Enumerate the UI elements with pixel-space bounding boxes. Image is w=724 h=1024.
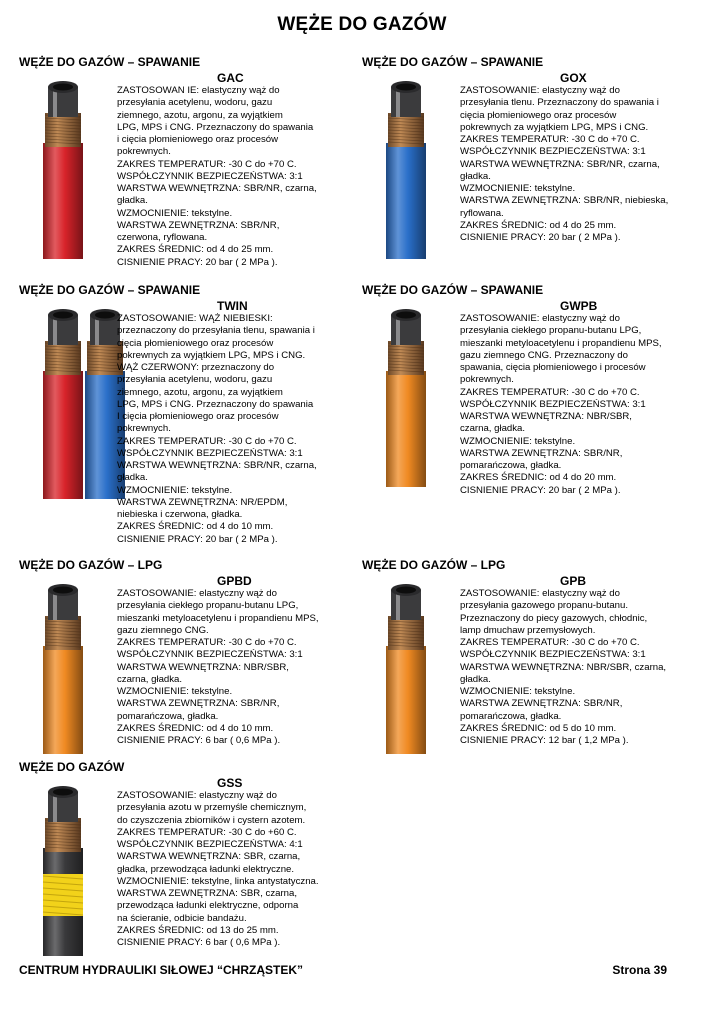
description-line: WARSTWA WEWNĘTRZNA: SBR/NR, czarna, [117,460,317,471]
hose-image [41,582,87,754]
description-line: ziemnego, azotu, argonu, za wyjątkiem [117,386,283,398]
page-title: WĘŻE DO GAZÓW [277,14,447,35]
description-line: ZASTOSOWANIE: elastyczny wąż do [460,313,620,324]
footer-company: CENTRUM HYDRAULIKI SIŁOWEJ “CHRZĄSTEK” [19,963,303,977]
description-line: pokrewnych za wyjątkiem LPG, MPS i CNG. [117,349,306,361]
product-section-gac [19,55,349,295]
description-line: ZAKRES TEMPERATUR: -30 C do +70 C. [460,637,640,648]
section-heading: WĘŻE DO GAZÓW – SPAWANIE [362,283,544,297]
description-line: ZAKRES TEMPERATUR: -30 C do +70 C. [460,386,640,398]
product-section-gpb [362,558,692,798]
product-description [460,588,692,747]
product-section-gox [362,55,692,295]
description-line: ZAKRES ŚREDNIC: od 4 do 10 mm. [117,521,274,533]
description-line: CISNIENIE PRACY: 20 bar ( 2 MPa ). [117,256,278,268]
description-line: ZAKRES TEMPERATUR: -30 C do +70 C. [117,637,297,648]
description-line: gładka. [117,472,148,484]
description-line: WARSTWA WEWNĘTRZNA: NBR/SBR, [117,661,289,673]
product-code: GOX [560,71,587,85]
description-line: LPG, MPS i CNG. Przeznaczony do spawania [117,121,314,133]
description-line: pokrewnych za wyjątkiem LPG, MPS i CNG. [460,121,649,133]
description-line: ZAKRES ŚREDNIC: od 13 do 25 mm. [117,924,279,936]
description-line: WSPÓŁCZYNNIK BEZPIECZEŃSTWA: 4:1 [117,839,303,850]
description-line: WARSTWA WEWNĘTRZNA: NBR/SBR, [460,411,632,422]
description-line: WSPÓŁCZYNNIK BEZPIECZEŃSTWA: 3:1 [117,447,303,459]
description-line: pokrewnych. [117,423,171,435]
description-line: WSPÓŁCZYNNIK BEZPIECZEŃSTWA: 3:1 [117,649,303,661]
description-line: pomarańczowa, gładka. [117,710,219,722]
description-line: przesyłania azotu w przemyśle chemicznym, [117,802,307,814]
product-code: GPBD [217,574,252,588]
description-line: ZAKRES TEMPERATUR: -30 C do +70 C. [460,134,640,145]
description-line: WARSTWA WEWNĘTRZNA: SBR/NR, czarna, [117,183,317,194]
description-line: pokrewnych. [117,146,171,158]
hose-image [384,582,430,754]
description-line: WARSTWA WEWNĘTRZNA: NBR/SBR, czarna, [460,661,667,673]
description-line: ZASTOSOWANIE: WĄŻ NIEBIESKI: [117,313,273,324]
description-line: WARSTWA ZEWNĘTRZNA: SBR/NR, [460,447,623,459]
section-heading: WĘŻE DO GAZÓW – SPAWANIE [362,55,544,69]
hose-illustration [41,307,129,504]
description-line: ZAKRES TEMPERATUR: -30 C do +60 C. [117,826,297,838]
description-line: WZMOCNIENIE: tekstylne. [460,435,576,447]
product-description [460,313,692,497]
description-line: przesyłania ciekłego propanu-butanu LPG, [460,325,642,337]
section-heading: WĘŻE DO GAZÓW – SPAWANIE [19,283,201,297]
product-description [117,313,349,546]
description-line: WZMOCNIENIE: tekstylne. [117,207,233,219]
description-line: gładka, przewodząca ładunki elektryczne. [117,863,295,875]
section-heading: WĘŻE DO GAZÓW – LPG [362,558,506,572]
description-line: WSPÓŁCZYNNIK BEZPIECZEŃSTWA: 3:1 [460,146,646,158]
description-line: mieszanki metyloacetylenu i propandienu MPS, [460,337,662,349]
description-line: ZAKRES ŚREDNIC: od 4 do 10 mm. [117,722,274,734]
description-line: gładka. [460,673,491,685]
description-line: WARSTWA ZEWNĘTRZNA: SBR, czarna, [117,888,297,899]
description-line: ZASTOSOWAN IE: elastyczny wąż do [117,85,280,96]
description-line: gazu ziemnego CNG. [117,624,209,636]
hose-illustration [41,784,87,961]
product-code: GAC [217,71,244,85]
description-line: WARSTWA ZEWNĘTRZNA: SBR/NR, [460,698,623,710]
description-line: Przeznaczony do piecy gazowych, chłodnic, [460,612,648,624]
section-heading: WĘŻE DO GAZÓW – LPG [19,558,163,572]
hose-image [41,307,129,499]
description-line: ZAKRES TEMPERATUR: -30 C do +70 C. [117,435,297,447]
description-line: WSPÓŁCZYNNIK BEZPIECZEŃSTWA: 3:1 [117,170,303,182]
description-line: WZMOCNIENIE: tekstylne. [460,183,576,194]
description-line: WARSTWA ZEWNĘTRZNA: NR/EPDM, [117,496,288,508]
description-line: CISNIENIE PRACY: 6 bar ( 0,6 MPa ). [117,735,281,746]
description-line: ryflowana. [460,207,504,219]
description-line: czarna, gładka. [117,673,183,685]
hose-image [41,784,87,956]
product-code: TWIN [217,299,248,313]
description-line: cięcia płomieniowego oraz procesów [460,109,617,121]
description-line: I cięcia płomieniowego oraz procesów [117,411,279,422]
description-line: niebieska i czerwona, gładka. [117,509,243,520]
description-line: CISNIENIE PRACY: 12 bar ( 1,2 MPa ). [460,735,629,746]
description-line: CISNIENIE PRACY: 20 bar ( 2 MPa ). [117,533,278,545]
description-line: do czyszczenia zbiorników i cystern azotem. [117,814,306,826]
description-line: lamp dmuchaw przemysłowych. [460,624,596,636]
description-line: ZASTOSOWANIE: elastyczny wąż do [460,588,620,599]
description-line: przesyłania acetylenu, wodoru, gazu [117,97,273,109]
description-line: ziemnego, azotu, argonu, za wyjątkiem [117,109,283,121]
description-line: cięcia płomieniowego oraz procesów [117,337,274,349]
description-line: ZASTOSOWANIE: elastyczny wąż do [117,790,277,801]
description-line: WARSTWA ZEWNĘTRZNA: SBR/NR, [117,698,280,710]
description-line: WZMOCNIENIE: tekstylne. [117,686,233,697]
description-line: i cięcia płomieniowego oraz procesów [117,134,279,145]
description-line: czerwona, ryflowana. [117,232,208,243]
description-line: przesyłania acetylenu, wodoru, gazu [117,374,273,386]
description-line: czarna, gładka. [460,423,526,435]
section-heading: WĘŻE DO GAZÓW [19,760,125,774]
hose-illustration [41,582,87,759]
product-description [460,85,692,244]
description-line: CISNIENIE PRACY: 6 bar ( 0,6 MPa ). [117,937,281,948]
description-line: mieszanki metyloacetylenu i propandienu MPS, [117,612,319,624]
description-line: przesyłania gazowego propanu-butanu. [460,600,629,612]
description-line: CISNIENIE PRACY: 20 bar ( 2 MPa ). [460,484,621,496]
product-code: GWPB [560,299,598,313]
description-line: WARSTWA WEWNĘTRZNA: SBR/NR, czarna, [460,158,660,170]
description-line: WZMOCNIENIE: tekstylne. [117,484,233,496]
description-line: spawania, cięcia płomieniowego i procesów [460,362,646,373]
description-line: pomarańczowa, gładka. [460,710,562,722]
description-line: przewodząca ładunki elektryczne, odporna [117,900,299,912]
product-description [117,790,349,949]
description-line: ZAKRES ŚREDNIC: od 4 do 20 mm. [460,472,617,484]
description-line: gładka. [117,195,148,207]
hose-illustration [384,79,430,264]
description-line: WARSTWA WEWNĘTRZNA: SBR, czarna, [117,851,301,863]
section-heading: WĘŻE DO GAZÓW – SPAWANIE [19,55,201,69]
hose-illustration [384,582,430,759]
description-line: przesyłania ciekłego propanu-butanu LPG, [117,600,299,612]
description-line: LPG, MPS i CNG. Przeznaczony do spawania [117,398,314,410]
footer-page-number: Strona 39 [612,963,667,977]
description-line: WĄŻ CZERWONY: przeznaczony do [117,362,275,373]
hose-illustration [41,79,87,264]
description-line: przeznaczony do przesyłania tlenu, spawania i [117,325,315,337]
description-line: WZMOCNIENIE: tekstylne, linka antystatyczna. [117,875,319,887]
product-description [117,588,349,747]
description-line: na ścieranie, odbicie bandażu. [117,912,247,924]
description-line: pokrewnych. [460,374,514,386]
description-line: WSPÓŁCZYNNIK BEZPIECZEŃSTWA: 3:1 [460,398,646,410]
description-line: WARSTWA ZEWNĘTRZNA: SBR/NR, niebieska, [460,195,669,207]
hose-image [384,307,430,487]
description-line: WARSTWA ZEWNĘTRZNA: SBR/NR, [117,219,280,231]
description-line: przesyłania tlenu. Przeznaczony do spawania i [460,97,659,109]
description-line: ZAKRES ŚREDNIC: od 5 do 10 mm. [460,722,617,734]
description-line: WSPÓŁCZYNNIK BEZPIECZEŃSTWA: 3:1 [460,649,646,661]
description-line: pomarańczowa, gładka. [460,460,562,471]
product-section-twin [19,283,349,545]
hose-illustration [384,307,430,492]
description-line: ZASTOSOWANIE: elastyczny wąż do [117,588,277,599]
description-line: gładka. [460,170,491,182]
product-code: GPB [560,574,587,588]
description-line: CISNIENIE PRACY: 20 bar ( 2 MPa ). [460,232,621,243]
product-section-gwpb [362,283,692,523]
product-description [117,85,349,269]
hose-image [41,79,87,259]
description-line: WZMOCNIENIE: tekstylne. [460,686,576,697]
hose-image [384,79,430,259]
description-line: ZAKRES ŚREDNIC: od 4 do 25 mm. [117,244,274,256]
description-line: ZASTOSOWANIE: elastyczny wąż do [460,85,620,96]
description-line: gazu ziemnego CNG. Przeznaczony do [460,349,628,361]
description-line: ZAKRES TEMPERATUR: -30 C do +70 C. [117,158,297,170]
product-code: GSS [217,776,243,790]
description-line: ZAKRES ŚREDNIC: od 4 do 25 mm. [460,219,617,231]
